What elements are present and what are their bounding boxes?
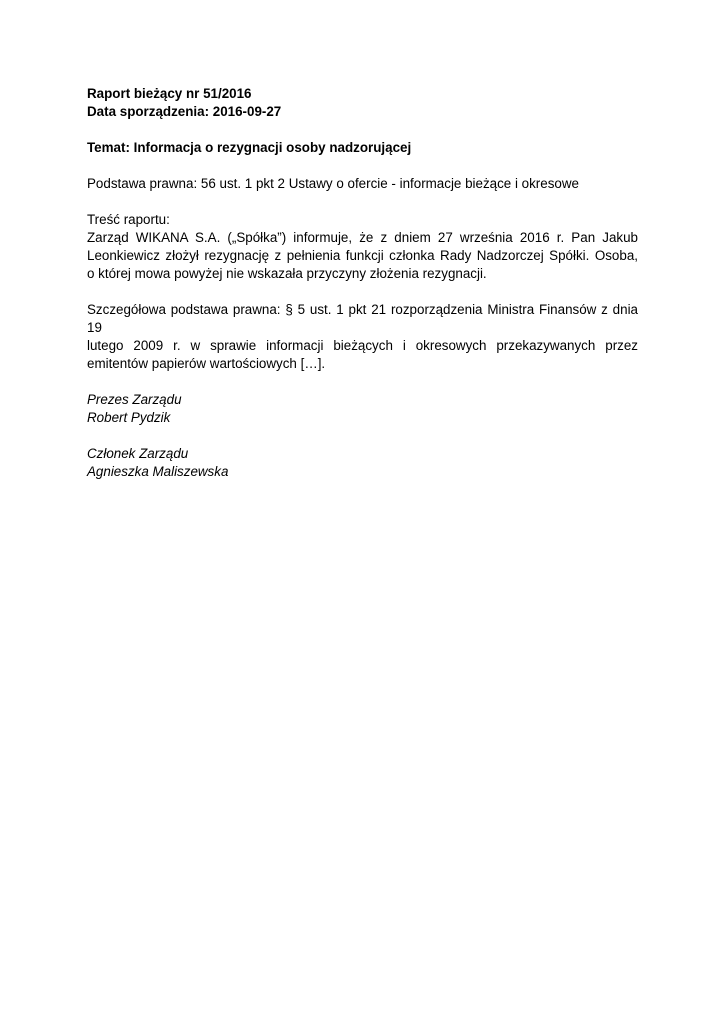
detailed-basis-line-2: lutego 2009 r. w sprawie informacji bieżących i okresowych przekazywanych przez (87, 338, 638, 353)
spacer (87, 193, 638, 211)
detailed-basis-line-3: emitentów papierów wartościowych […]. (87, 356, 326, 371)
detailed-basis-line-1: Szczegółowa podstawa prawna: § 5 ust. 1 pkt 21 rozporządzenia Ministra Finansów z dnia 19 (87, 302, 638, 335)
spacer (87, 427, 638, 445)
content-line-3: o której mowa powyżej nie wskazała przyczyny złożenia rezygnacji. (87, 266, 487, 281)
content-line-2: Leonkiewicz złożył rezygnację z pełnienia funkcji członka Rady Nadzorczej Spółki. Osoba, (87, 248, 638, 263)
signature-role-2: Członek Zarządu (87, 446, 189, 461)
legal-basis: Podstawa prawna: 56 ust. 1 pkt 2 Ustawy o ofercie - informacje bieżące i okresowe (87, 176, 579, 191)
content-label: Treść raportu: (87, 212, 170, 227)
signature-name-2: Agnieszka Maliszewska (87, 464, 229, 479)
document-page (87, 85, 638, 481)
report-date: Data sporządzenia: 2016-09-27 (87, 104, 282, 119)
spacer (87, 283, 638, 301)
spacer (87, 121, 638, 139)
report-subject: Temat: Informacja o rezygnacji osoby nadzorującej (87, 140, 412, 155)
spacer (87, 157, 638, 175)
content-line-1: Zarząd WIKANA S.A. („Spółka”) informuje, że z dniem 27 września 2016 r. Pan Jakub (87, 230, 638, 245)
report-number: Raport bieżący nr 51/2016 (87, 86, 252, 101)
signature-role-1: Prezes Zarządu (87, 392, 182, 407)
signature-name-1: Robert Pydzik (87, 410, 171, 425)
spacer (87, 373, 638, 391)
